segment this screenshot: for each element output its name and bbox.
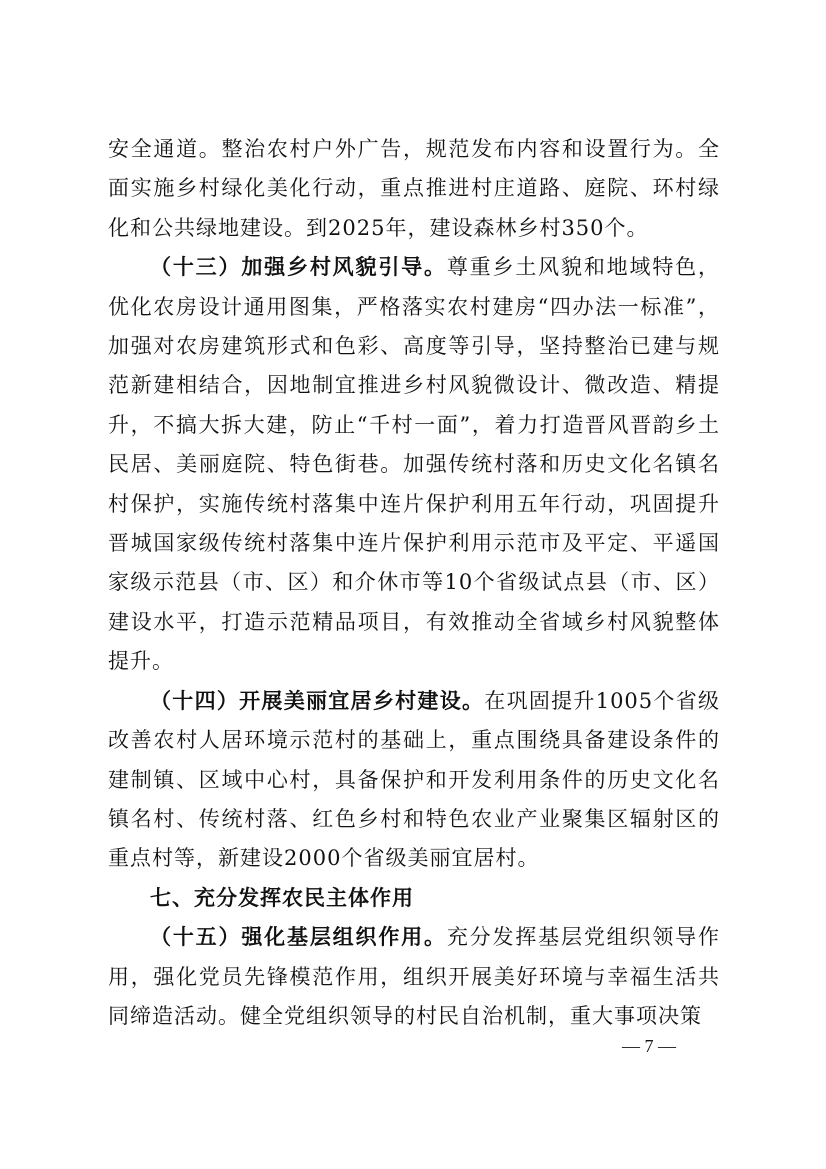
page-number: — 7 — [622,1036,676,1056]
paragraph-text: 尊重乡土风貌和地域特色，优化农房设计通用图集，严格落实农村建房“四办法一标准”，加强对农房建筑形式和色彩、高度等引导，坚持整治已建与规范新建相结合，因地制宜推进乡村风貌微设计、微改造、精提升，不搞大拆大建，防止“千村一面”，着力打造晋风晋韵乡土民居、美丽庭院、特色街巷。加强传统村落和历史文化名镇名村保护，实施传统村落集中连片保护利用五年行动，巩固提升晋城国家级传统村落集中连片保护利用示范市及平定、平遥国家级示范县（市、区）和介休市等10个省级试点县（市、区）建设水平，打造示范精品项目，有效推动全省域乡村风貌整体提升。 [108,255,721,674]
paragraph-lead: （十三）加强乡村风貌引导。 [150,255,447,280]
paragraph-lead: （十四）开展美丽宜居乡村建设。 [150,688,485,713]
paragraph-lead: （十五）强化基层组织作用。 [150,925,447,950]
paragraph-continuation [108,130,720,248]
paragraph-text: 充分发挥基层党组织领导作用，强化党员先锋模范作用，组织开展美好环境与幸福生活共同缔造活动。健全党组织领导的村民自治机制，重大事项决策 [108,925,721,1028]
paragraph-text: 安全通道。整治农村户外广告，规范发布内容和设置行为。全面实施乡村绿化美化行动，重点推进村庄道路、庭院、环村绿化和公共绿地建设。到2025年，建设森林乡村350个。 [108,137,720,240]
paragraph-village-style [108,248,720,681]
section-heading: 七、充分发挥农民主体作用 [150,885,414,910]
document-body [108,130,720,1036]
paragraph-livable-village [108,682,720,879]
paragraph-text: 在巩固提升1005个省级改善农村人居环境示范村的基础上，重点围绕具备建设条件的建制镇、区域中心村，具备保护和开发利用条件的历史文化名镇名村、传统村落、红色乡村和特色农业产业聚集区辐射区的重点村等，新建设2000个省级美丽宜居村。 [108,688,721,871]
paragraph-grassroots-organization [108,918,720,1036]
